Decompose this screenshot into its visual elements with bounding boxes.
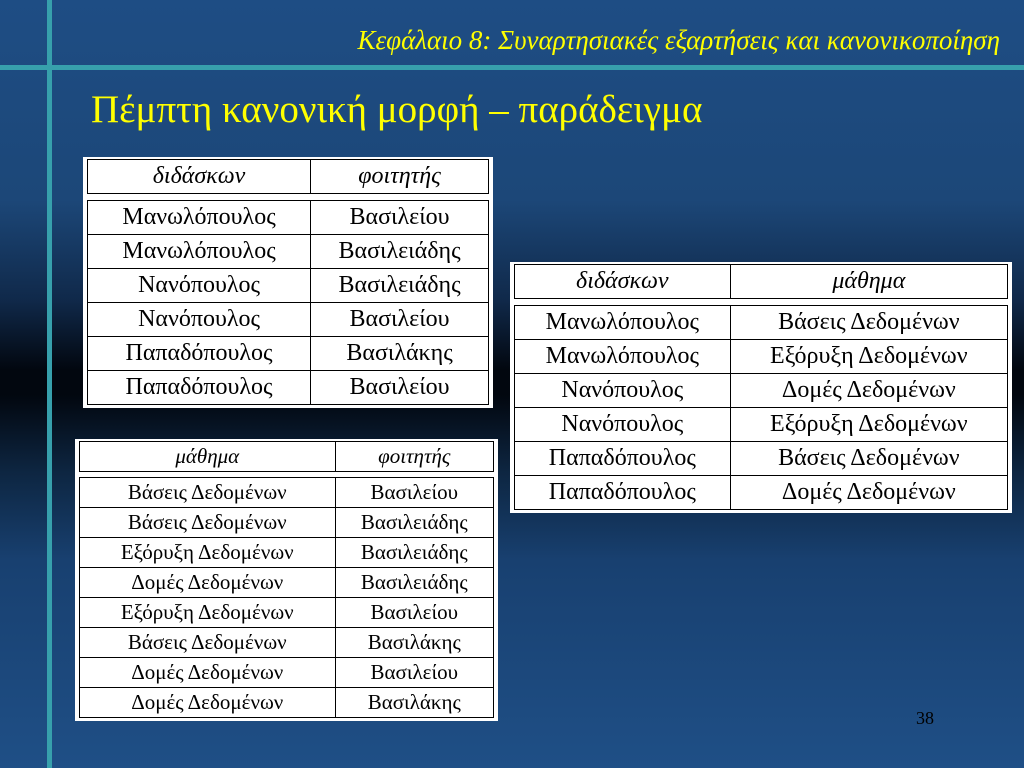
table-cell: Νανόπουλος [515, 374, 731, 408]
table-row [80, 628, 494, 658]
column-header: διδάσκων [88, 160, 311, 194]
column-header: μάθημα [80, 442, 336, 472]
table-row [515, 374, 1008, 408]
table-cell: Βασιλάκης [335, 628, 494, 658]
table-row [80, 598, 494, 628]
table-cell: Βασιλείου [311, 303, 489, 337]
table-row [515, 442, 1008, 476]
slide-title: Πέμπτη κανονική μορφή – παράδειγμα [91, 88, 703, 131]
table-row [88, 303, 489, 337]
table-row [80, 688, 494, 718]
table-cell: Νανόπουλος [515, 408, 731, 442]
table-cell: Βασιλείου [335, 478, 494, 508]
table-cell: Παπαδόπουλος [88, 371, 311, 405]
table-row [88, 201, 489, 235]
chapter-heading: Κεφάλαιο 8: Συναρτησιακές εξαρτήσεις και κανονικοποίηση [357, 25, 1000, 55]
table-row [88, 337, 489, 371]
table-cell: Μανωλόπουλος [88, 235, 311, 269]
table-row [515, 408, 1008, 442]
table-cell: Εξόρυξη Δεδομένων [730, 408, 1007, 442]
table-cell: Εξόρυξη Δεδομένων [730, 340, 1007, 374]
table-cell: Βασιλειάδης [311, 269, 489, 303]
column-header: φοιτητής [311, 160, 489, 194]
table-cell: Βασιλειάδης [335, 538, 494, 568]
course-student-table [75, 439, 498, 721]
table-header-row [80, 442, 494, 472]
table-cell: Βάσεις Δεδομένων [730, 442, 1007, 476]
table-cell: Δομές Δεδομένων [80, 658, 336, 688]
table-cell: Δομές Δεδομένων [730, 476, 1007, 510]
table-row [515, 306, 1008, 340]
table-cell: Μανωλόπουλος [515, 306, 731, 340]
vertical-accent-bar [47, 0, 52, 768]
table-row [515, 340, 1008, 374]
table-cell: Βασιλείου [311, 371, 489, 405]
table-cell: Παπαδόπουλος [515, 476, 731, 510]
table-cell: Εξόρυξη Δεδομένων [80, 538, 336, 568]
table-header-row [515, 265, 1008, 299]
table-cell: Βασιλειάδης [311, 235, 489, 269]
teacher-student-table [83, 157, 493, 408]
page-number: 38 [916, 708, 934, 728]
column-header: διδάσκων [515, 265, 731, 299]
horizontal-accent-bar [0, 65, 1024, 70]
table-cell: Παπαδόπουλος [88, 337, 311, 371]
table-row [80, 508, 494, 538]
table-cell: Βασιλάκης [335, 688, 494, 718]
table-cell: Βάσεις Δεδομένων [80, 478, 336, 508]
table-row [88, 269, 489, 303]
table-row [88, 235, 489, 269]
table-row [80, 658, 494, 688]
table-cell: Βάσεις Δεδομένων [80, 508, 336, 538]
table-cell: Εξόρυξη Δεδομένων [80, 598, 336, 628]
table-row [515, 476, 1008, 510]
table-cell: Μανωλόπουλος [88, 201, 311, 235]
table-cell: Βασιλειάδης [335, 568, 494, 598]
table-cell: Βασιλείου [335, 658, 494, 688]
table-cell: Βάσεις Δεδομένων [730, 306, 1007, 340]
table-row [88, 371, 489, 405]
table-cell: Νανόπουλος [88, 269, 311, 303]
table-cell: Βασιλάκης [311, 337, 489, 371]
table-cell: Νανόπουλος [88, 303, 311, 337]
table-cell: Βασιλείου [311, 201, 489, 235]
table-cell: Παπαδόπουλος [515, 442, 731, 476]
column-header: φοιτητής [335, 442, 494, 472]
table-row [80, 538, 494, 568]
table-cell: Δομές Δεδομένων [730, 374, 1007, 408]
table-cell: Μανωλόπουλος [515, 340, 731, 374]
column-header: μάθημα [730, 265, 1007, 299]
table-header-row [88, 160, 489, 194]
teacher-course-table [510, 262, 1012, 513]
table-cell: Βασιλείου [335, 598, 494, 628]
table-cell: Βάσεις Δεδομένων [80, 628, 336, 658]
table-row [80, 478, 494, 508]
table-cell: Βασιλειάδης [335, 508, 494, 538]
table-cell: Δομές Δεδομένων [80, 688, 336, 718]
table-row [80, 568, 494, 598]
table-cell: Δομές Δεδομένων [80, 568, 336, 598]
